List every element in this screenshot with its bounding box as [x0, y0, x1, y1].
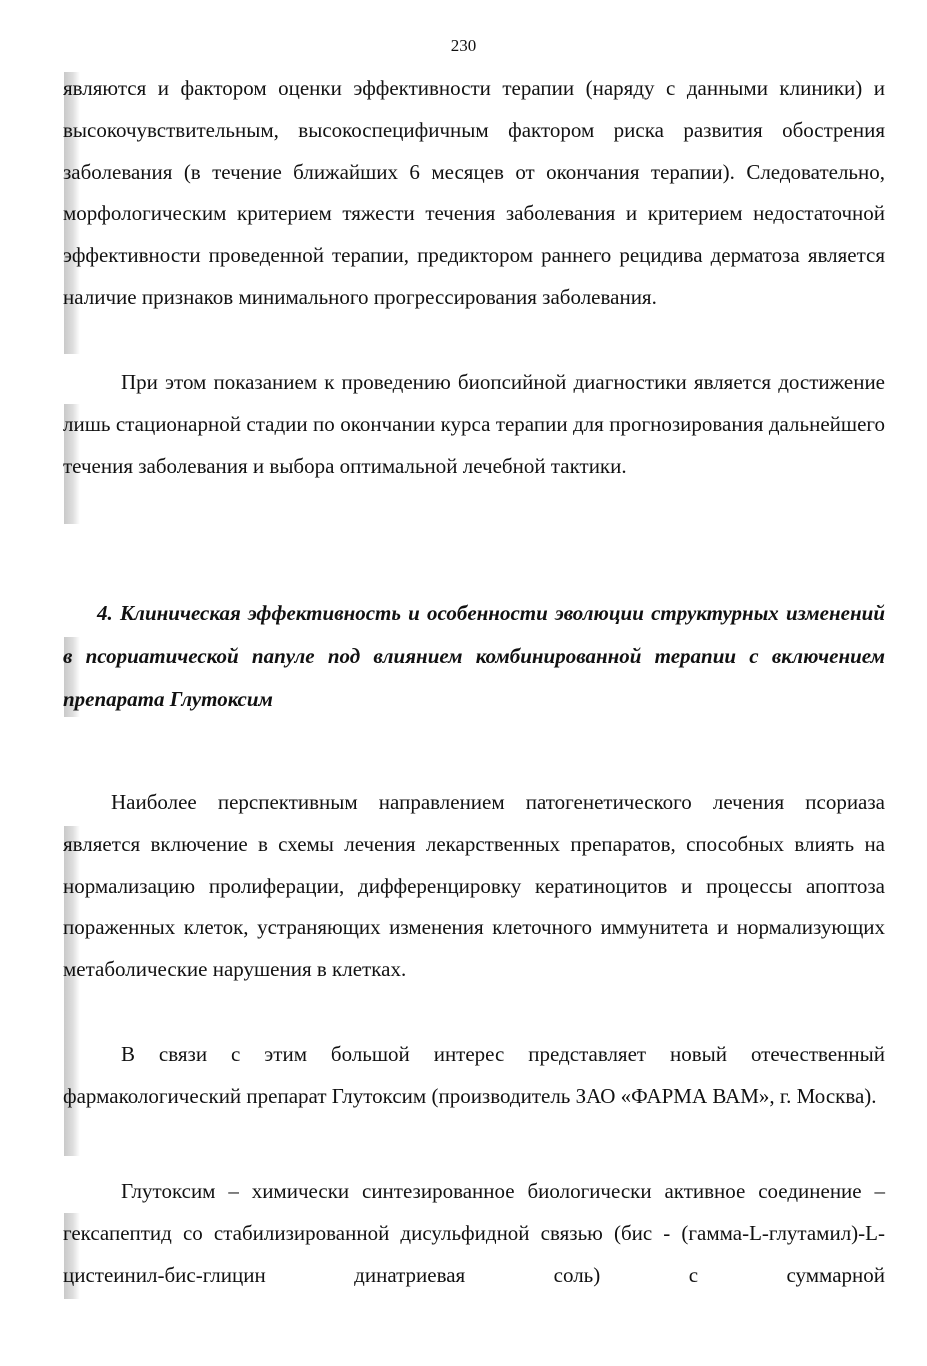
paragraph-4: В связи с этим большой интерес представляет новый отечественный фармакологический препарат Глутоксим (производитель ЗАО «ФАРМА ВАМ», г. Москва). — [63, 1042, 885, 1108]
paragraph-2: При этом показанием к проведению биопсийной диагностики является достижение лишь стационарной стадии по окончании курса терапии для прогнозирования дальнейшего течения заболевания и выбора оптимальной лечебной тактики. — [63, 370, 885, 478]
page-number: 230 — [450, 36, 477, 55]
paragraph-5: Глутоксим – химически синтезированное биологически активное соединение – гексапептид со стабилизированной дисульфидной связью (бис - (гамма-L-глутамил)-L-цистеинил-бис-глицин динатриевая соль) с суммарной — [63, 1179, 885, 1287]
paragraph-3: Наиболее перспективным направлением патогенетического лечения псориаза является включение в схемы лечения лекарственных препаратов, способных влиять на нормализацию пролиферации, дифференцировку кератиноцитов и процессы апоптоза пораженных клеток, устраняющих изменения клеточного иммунитета и нормализующих метаболические нарушения в клетках. — [63, 790, 885, 982]
section-heading: 4. Клиническая эффективность и особенности эволюции структурных изменений в псориатической папуле под влиянием комбинированной терапии с включением препарата Глутоксим — [63, 601, 885, 711]
paragraph-1: являются и фактором оценки эффективности терапии (наряду с данными клиники) и высокочувствительным, высокоспецифичным фактором риска развития обострения заболевания (в течение ближайших 6 месяцев от окончания терапии). Следовательно, морфологическим критерием тяжести течения заболевания и критерием недостаточной эффективности проведенной терапии, предиктором раннего рецидива дерматоза является наличие признаков минимального прогрессирования заболевания. — [63, 76, 885, 309]
